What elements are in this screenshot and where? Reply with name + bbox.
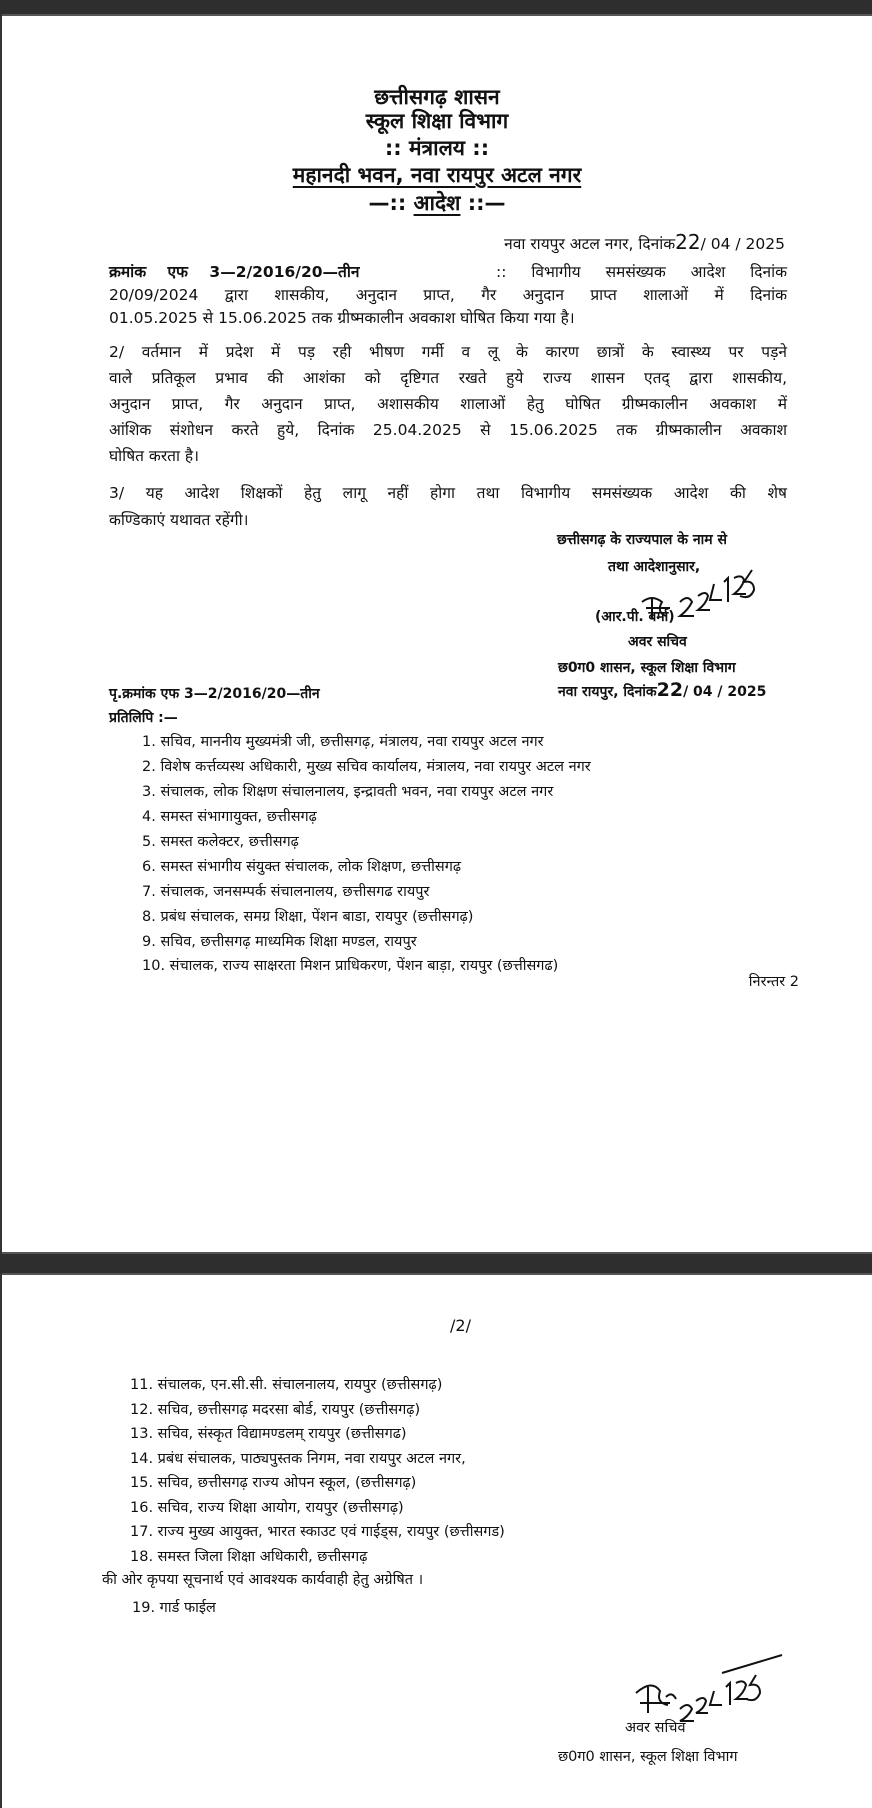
date-rest: / 04 / 2025 — [700, 235, 785, 253]
para2-line1: 2/ वर्तमान में प्रदेश में पड़ रही भीषण गर्मी व लू के कारण छात्रों के स्वास्थ्य पर पड़ने — [109, 343, 787, 361]
list-item: 3. संचालक, लोक शिक्षण संचालनालय, इन्द्रावती भवन, नवा रायपुर अटल नगर — [142, 784, 554, 800]
list-item: 5. समस्त कलेक्टर, छत्तीसगढ़ — [142, 834, 299, 850]
date-day: 22 — [675, 230, 701, 254]
page-2 — [0, 1273, 872, 1808]
list-item: 17. राज्य मुख्य आयुक्त, भारत स्काउट एवं गाईड्स, रायपुर (छत्तीसगड) — [130, 1524, 505, 1540]
para2-line2: वाले प्रतिकूल प्रभाव की आशंका को दृष्टिगत रखते हुये राज्य शासन एतद् द्वारा शासकीय, — [109, 369, 787, 387]
signatory-designation: अवर सचिव — [628, 634, 687, 650]
list-item: 10. संचालक, राज्य साक्षरता मिशन प्राधिकरण, पेंशन बाड़ा, रायपुर (छत्तीसगढ) — [142, 958, 559, 974]
list-item: 1. सचिव, माननीय मुख्यमंत्री जी, छत्तीसगढ़, मंत्रालय, नवा रायपुर अटल नगर — [142, 734, 544, 750]
header-address — [2, 162, 872, 188]
para1-line3: 01.05.2025 से 15.06.2025 तक ग्रीष्मकालीन अवकाश घोषित किया गया है। — [109, 309, 575, 327]
para2-line3: अनुदान प्राप्त, गैर अनुदान प्राप्त, अशासकीय शालाओं हेतु घोषित ग्रीष्मकालीन अवकाश में — [109, 395, 787, 413]
para2-line5: घोषित करता है। — [109, 447, 200, 465]
order-number: क्रमांक एफ 3—2/2016/20—तीन — [109, 263, 360, 281]
address-text: महानदी भवन, नवा रायपुर अटल नगर — [292, 163, 582, 187]
list-item: 4. समस्त संभागायुक्त, छत्तीसगढ़ — [142, 809, 317, 825]
endorsement-number: पृ.क्रमांक एफ 3—2/2016/20—तीन — [109, 686, 320, 702]
forwarding-note: की ओर कृपया सूचनार्थ एवं आवश्यक कार्यवाही हेतु अग्रेषित । — [102, 1572, 424, 1588]
para3-line2: कण्डिकाएं यथावत रहेंगी। — [109, 511, 249, 529]
page-number: /2/ — [450, 1316, 471, 1335]
continued-note: निरन्तर 2 — [748, 974, 799, 990]
signature-date — [558, 680, 766, 702]
para1-line2: 20/09/2024 द्वारा शासकीय, अनुदान प्राप्त, गैर अनुदान प्राप्त शालाओं में दिनांक — [109, 286, 787, 304]
sig-date-day: 22 — [656, 679, 684, 701]
page-1 — [0, 14, 872, 1254]
page-edge — [2, 14, 872, 16]
list-item: 13. सचिव, संस्कृत विद्यामण्डलम् रायपुर (छत्तीसगढ) — [130, 1426, 407, 1442]
page-edge — [2, 1252, 872, 1254]
signatory-name: (आर.पी. वर्मा) — [595, 609, 675, 625]
signatory-department: छ0ग0 शासन, स्कूल शिक्षा विभाग — [558, 660, 736, 676]
signatory-department: छ0ग0 शासन, स्कूल शिक्षा विभाग — [558, 1749, 738, 1765]
list-item: 19. गार्ड फाईल — [132, 1600, 216, 1616]
signature-order: तथा आदेशानुसार, — [608, 559, 701, 575]
list-item: 11. संचालक, एन.सी.सी. संचालनालय, रायपुर (छत्तीसगढ़) — [130, 1377, 443, 1393]
header-government: छत्तीसगढ़ शासन — [374, 85, 500, 109]
order-heading — [2, 190, 872, 216]
signatory-designation: अवर सचिव — [625, 1720, 686, 1736]
list-item: 9. सचिव, छत्तीसगढ़ माध्यमिक शिक्षा मण्डल, रायपुर — [142, 934, 417, 950]
para3-line1: 3/ यह आदेश शिक्षकों हेतु लागू नहीं होगा तथा विभागीय समसंख्यक आदेश की शेष — [109, 484, 787, 502]
list-item: 15. सचिव, छत्तीसगढ़ राज्य ओपन स्कूल, (छत्तीसगढ़) — [130, 1475, 417, 1491]
copy-to-label: प्रतिलिपि :— — [109, 710, 178, 726]
para2-line4: आंशिक संशोधन करते हुये, दिनांक 25.04.2025 से 15.06.2025 तक ग्रीष्मकालीन अवकाश — [109, 421, 787, 439]
list-item: 14. प्रबंध संचालक, पाठ्यपुस्तक निगम, नवा रायपुर अटल नगर, — [130, 1450, 466, 1467]
para1-line1 — [109, 262, 787, 282]
list-item: 12. सचिव, छत्तीसगढ़ मदरसा बोर्ड, रायपुर (छत्तीसगढ़) — [130, 1401, 421, 1418]
list-item: 18. समस्त जिला शिक्षा अधिकारी, छत्तीसगढ़ — [130, 1548, 368, 1565]
order-title: आदेश — [413, 191, 461, 215]
list-item: 2. विशेष कर्त्तव्यस्थ अधिकारी, मुख्य सचिव कार्यालय, मंत्रालय, नवा रायपुर अटल नगर — [142, 759, 591, 775]
order-date — [504, 232, 785, 254]
sig-date-rest: / 04 / 2025 — [683, 684, 767, 700]
header-department: स्कूल शिक्षा विभाग — [365, 109, 509, 133]
list-item: 16. सचिव, राज्य शिक्षा आयोग, रायपुर (छत्तीसगढ़) — [130, 1499, 404, 1516]
signature-authority: छत्तीसगढ़ के राज्यपाल के नाम से — [557, 532, 727, 548]
para1-text: :: विभागीय समसंख्यक आदेश दिनांक — [496, 263, 787, 281]
sig-date-place: नवा रायपुर, दिनांक — [558, 684, 657, 700]
order-prefix: —:: — [368, 191, 407, 215]
list-item: 7. संचालक, जनसम्पर्क संचालनालय, छत्तीसगढ रायपुर — [142, 884, 430, 900]
order-suffix: ::— — [467, 191, 506, 215]
list-item: 8. प्रबंध संचालक, समग्र शिक्षा, पेंशन बाडा, रायपुर (छत्तीसगढ़) — [142, 909, 474, 925]
page-edge — [2, 1273, 872, 1275]
list-item: 6. समस्त संभागीय संयुक्त संचालक, लोक शिक्षण, छत्तीसगढ़ — [142, 859, 462, 875]
header-ministry: :: मंत्रालय :: — [384, 136, 490, 160]
date-place: नवा रायपुर अटल नगर, दिनांक — [504, 235, 676, 253]
